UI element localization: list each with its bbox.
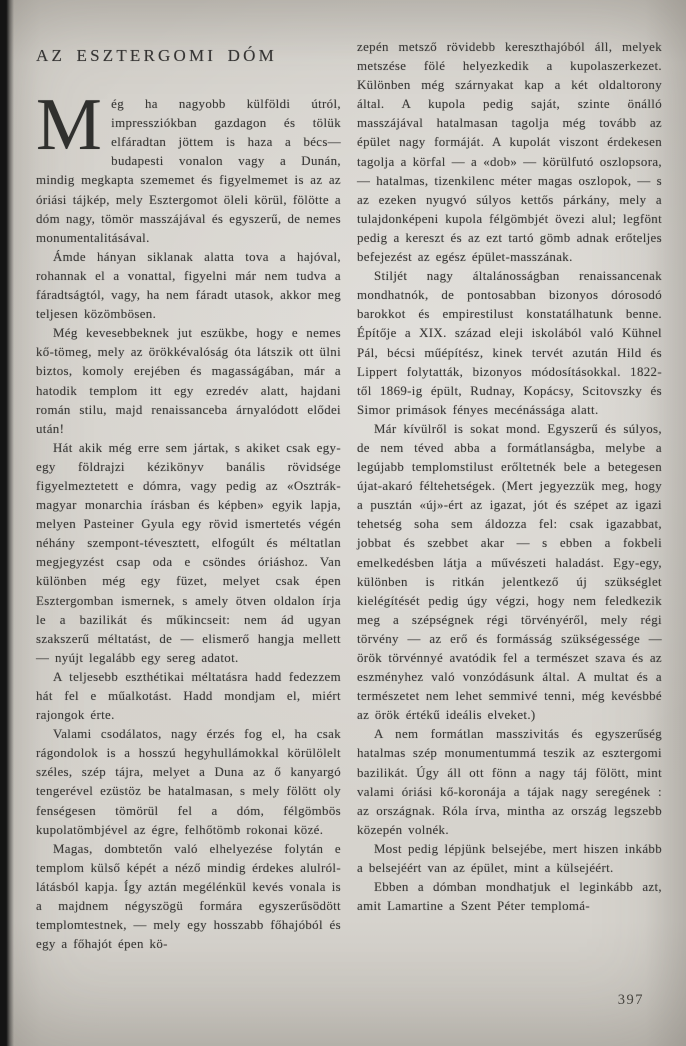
paragraph: Valami csodálatos, nagy érzés fog el, ha csak rágondolok is a hosszú hegyhullámokkal körülölelt széles, szép tájra, melyet a Duna az ő kanyargó tengerével ezüstöz be hatalmasan, s mely fölött oly fenségesen tömörül fel a dóm, félgömbös kupolatömbjével az égre, felhőtömb rokonai közé.: [36, 727, 341, 837]
page-number: 397: [617, 992, 644, 1008]
scan-edge-shadow: [0, 0, 14, 1046]
paragraph: Már kívülről is sokat mond. Egyszerű és súlyos, de nem téved abba a formátlanságba, melybe a legújabb templomstilust erőltetnék bele a betegesen újat-akaró féltehetségek. (Mert jegyezzük meg, hogy a pusztán «új»-ért az igazat, jót és szépet az igazi tehetség soha sem áldozza fel: csak igazabbat, jobbat és szebbet akar — s ebben a fokbeli emelkedésben látja a művészeti haladást. Egy-egy, különben is ritkán jelentkező új szükséglet kielégítését pedig úgy végzi, hogy nem feledkezik meg a szépségnek régi törvényéről, mely régi törvény — az erő és formásság szükségessége — örök törvénnyé avatódik fel a természet szava és az eszményhez való vonzódásunk által. A multat és a természetet nem lehet semmivé tenni, még kevésbbé az örök értékű ideális elveket.): [357, 421, 662, 723]
paragraph: zepén metsző rövidebb kereszthajóból áll, melyek metszése fölé helyezkedik a kupolaszerkezet. Különben még szárnyakat kap a két oldaltorony által. A kupola pedig saját, szinte önálló masszájával hatalmasan tagolja még tovább az épület nagy formáját. A kupolát viszont érdekesen tagolja a körfal — a «dob» — körülfutó oszlopsora, — hatalmas, tizenkilenc méter magas oszlopok, — s az ezeken nyugvó súlyos kettős párkány, mely a tulajdonképeni kupola félgömbjét övezi alul; legfönt pedig a kereszt és az ezt tartó gömb adnak erőteljes befejezést az egész épület-masszának.: [357, 40, 662, 265]
article-title: AZ ESZTERGOMI DÓM: [36, 46, 277, 65]
left-column: [36, 38, 341, 954]
paragraph-text: ég ha nagyobb külföldi útról, impressziókban gazdagon és tölük elfáradtan jöttem is haza a bécs—budapesti vonalon vagy a Dunán, mindig megkapta szememet és figyelmemet is az az óriási tájkép, mely Esztergomot öleli körül, fölötte a dóm nagy, tömör masszájával és egyszerű, de nemes monumentalitásával.: [36, 97, 341, 245]
paragraph: A teljesebb eszthétikai méltatásra hadd fedezzem hát fel e műalkotást. Hadd mondjam el, miért rajongok érte.: [36, 669, 341, 723]
paragraph: Most pedig lépjünk belsejébe, mert hiszen inkább a belsejéért van az épület, mint a külsejéért.: [357, 841, 662, 876]
paragraph: Stiljét nagy általánosságban renaissancenak mondhatnók, de pontosabban bizonyos dórosodó barokkot és empirestilust konstatálhatunk benne. Építője a XIX. század eleji iskolából való Kühnel Pál, bécsi műépítész, kinek tervét azután Hild és Lippert folytatták, bizonyos módosításokkal. 1822-től 1869-ig épült, Rudnay, Kopácsy, Scitovszky és Simor primások fényes mecénássága alatt.: [357, 269, 662, 417]
text-columns: [36, 38, 662, 954]
paragraph: A nem formátlan masszivitás és egyszerűség hatalmas szép monumentummá teszik az esztergomi bazilikát. Úgy áll ott fönn a nagy táj fölött, mint valami óriási kő-koronája a tájak nagy seregének : az országnak. Róla írva, mintha az ország legszebb közepén volnék.: [357, 727, 662, 837]
paragraph: Hát akik még erre sem jártak, s akiket csak egy-egy földrajzi kézikönyv banális rövidsége figyelmeztetett e dómra, vagy pedig az «Osztrák-magyar monarchia írásban és képben» egyik lapja, melyen Pasteiner Gyula egy rövid ismertetés végén néhány szempont-tévesztett, elfogúlt és méltatlan megjegyzést csap oda e csöndes óriáshoz. Van különben még egy füzet, melyet csak épen Esztergomban ismernek, s amely ötven oldalon írja le a bazilikát és műkincseit: nem ád ugyan szakszerű méltatást, de — elismerő hangja mellett — nyújt legalább egy sereg adatot.: [36, 440, 341, 665]
paragraph: Magas, dombtetőn való elhelyezése folytán e templom külső képét a néző mindig érdekes alulról-látásból kapja. Így aztán megélénkül kevés vonala is a majdnem négyszögü formára egyszerűsödött templomtestnek, — mely egy hosszabb főhajóból és egy a főhajót épen kö-: [36, 841, 341, 952]
paragraph: Ámde hányan siklanak alatta tova a hajóval, rohannak el a vonattal, figyelni már nem tudva a fáradtságtól, vagy, ha nem fáradt utasok, akkor meg teljesen közömbösen.: [36, 249, 341, 322]
paragraph: [36, 84, 341, 248]
drop-cap: M: [36, 84, 103, 167]
paragraph: Ebben a dómban mondhatjuk el leginkább azt, amit Lamartine a Szent Péter templomá-: [357, 880, 662, 914]
right-column: [357, 38, 662, 954]
paragraph: Még kevesebbeknek jut eszükbe, hogy e nemes kő-tömeg, mely az örökkévalóság óta látszik ott ülni biztos, komoly erejében és magasságában, már a hatodik templom itt egy ezredév alatt, hajdani román stilu, majd renaissanceba árnyalódott elődei után!: [36, 326, 341, 436]
